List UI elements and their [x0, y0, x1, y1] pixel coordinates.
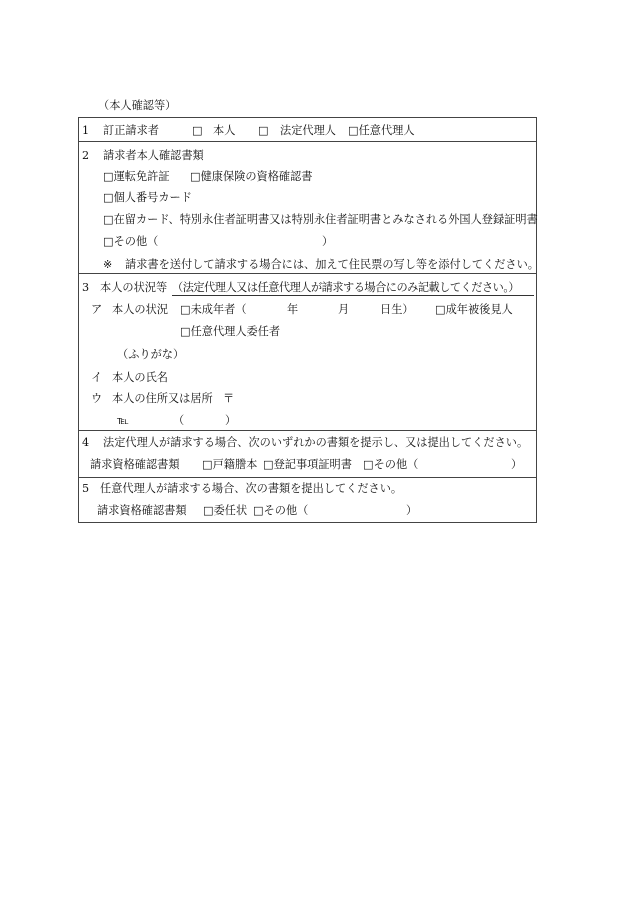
item-a-mark: ア — [91, 303, 103, 316]
qualification-docs-label: 請求資格確認書類 — [97, 504, 187, 517]
qualification-docs-label: 請求資格確認書類 — [90, 458, 180, 471]
underline — [172, 295, 534, 296]
section-number: 2 — [82, 149, 90, 162]
checkbox-adult-ward[interactable]: □成年被後見人 — [435, 303, 513, 316]
checkbox-registry-certificate[interactable]: □登記事項証明書 — [263, 458, 352, 471]
section-number: 4 — [82, 436, 90, 449]
section-number: 1 — [82, 124, 90, 137]
tel-open-paren: （ — [173, 414, 185, 427]
day-label: 日生） — [380, 303, 414, 316]
checkbox-residence-card[interactable]: □在留カード、特別永住者証明書又は特別永住者証明書とみなされる外国人登録証明書 — [103, 213, 538, 226]
checkbox-voluntary-agent[interactable]: □任意代理人 — [348, 124, 415, 137]
checkbox-legal-agent[interactable]: □ — [258, 124, 269, 137]
other-close-paren: ） — [322, 235, 334, 248]
month-label: 月 — [338, 303, 350, 316]
checkbox-mynumber-card[interactable]: □個人番号カード — [103, 191, 192, 204]
principal-status-label: 本人の状況 — [112, 303, 168, 316]
checkbox-drivers-license[interactable]: □運転免許証 — [103, 170, 170, 183]
section-number: 3 — [82, 281, 90, 294]
principal-address-label: 本人の住所又は居所 — [112, 392, 213, 405]
requester-label: 訂正請求者 — [103, 124, 159, 137]
section-number: 5 — [82, 482, 90, 495]
checkbox-self[interactable]: □ — [192, 124, 203, 137]
checkbox-family-register[interactable]: □戸籍謄本 — [202, 458, 258, 471]
option-self: 本人 — [213, 124, 236, 137]
checkbox-power-of-attorney[interactable]: □委任状 — [203, 504, 248, 517]
section-title: （本人確認等） — [98, 99, 177, 112]
status-label: 本人の状況等 — [100, 281, 168, 294]
legal-agent-instruction: 法定代理人が請求する場合、次のいずれかの書類を提示し、又は提出してください。 — [103, 436, 529, 449]
other-close-paren: ） — [406, 504, 418, 517]
id-docs-label: 請求者本人確認書類 — [103, 149, 204, 162]
checkbox-other[interactable]: □その他（ — [253, 504, 309, 517]
year-label: 年 — [287, 303, 299, 316]
checkbox-health-insurance[interactable]: □健康保険の資格確認書 — [190, 170, 313, 183]
item-u-mark: ウ — [91, 392, 103, 405]
tel-close-paren: ） — [225, 414, 237, 427]
divider — [78, 141, 537, 142]
other-close-paren: ） — [511, 458, 523, 471]
tel-mark: ℡ — [117, 414, 130, 427]
status-note: （法定代理人又は任意代理人が請求する場合にのみ記載してください。） — [172, 281, 520, 294]
divider — [78, 477, 537, 478]
postal-mark: 〒 — [223, 392, 235, 405]
checkbox-minor[interactable]: □未成年者（ — [180, 303, 247, 316]
furigana-label: （ふりがな） — [117, 348, 185, 361]
item-i-mark: イ — [91, 371, 103, 384]
checkbox-other[interactable]: □その他（ — [363, 458, 419, 471]
divider — [78, 273, 537, 274]
principal-name-label: 本人の氏名 — [112, 371, 168, 384]
note-text: 請求書を送付して請求する場合には、加えて住民票の写し等を添付してください。 — [125, 258, 539, 271]
checkbox-other[interactable]: □その他（ — [103, 235, 159, 248]
voluntary-agent-instruction: 任意代理人が請求する場合、次の書類を提出してください。 — [100, 482, 403, 495]
option-legal-agent: 法定代理人 — [280, 124, 336, 137]
checkbox-voluntary-principal[interactable]: □任意代理人委任者 — [180, 325, 281, 338]
note-mark: ※ — [103, 258, 113, 271]
divider — [78, 430, 537, 431]
